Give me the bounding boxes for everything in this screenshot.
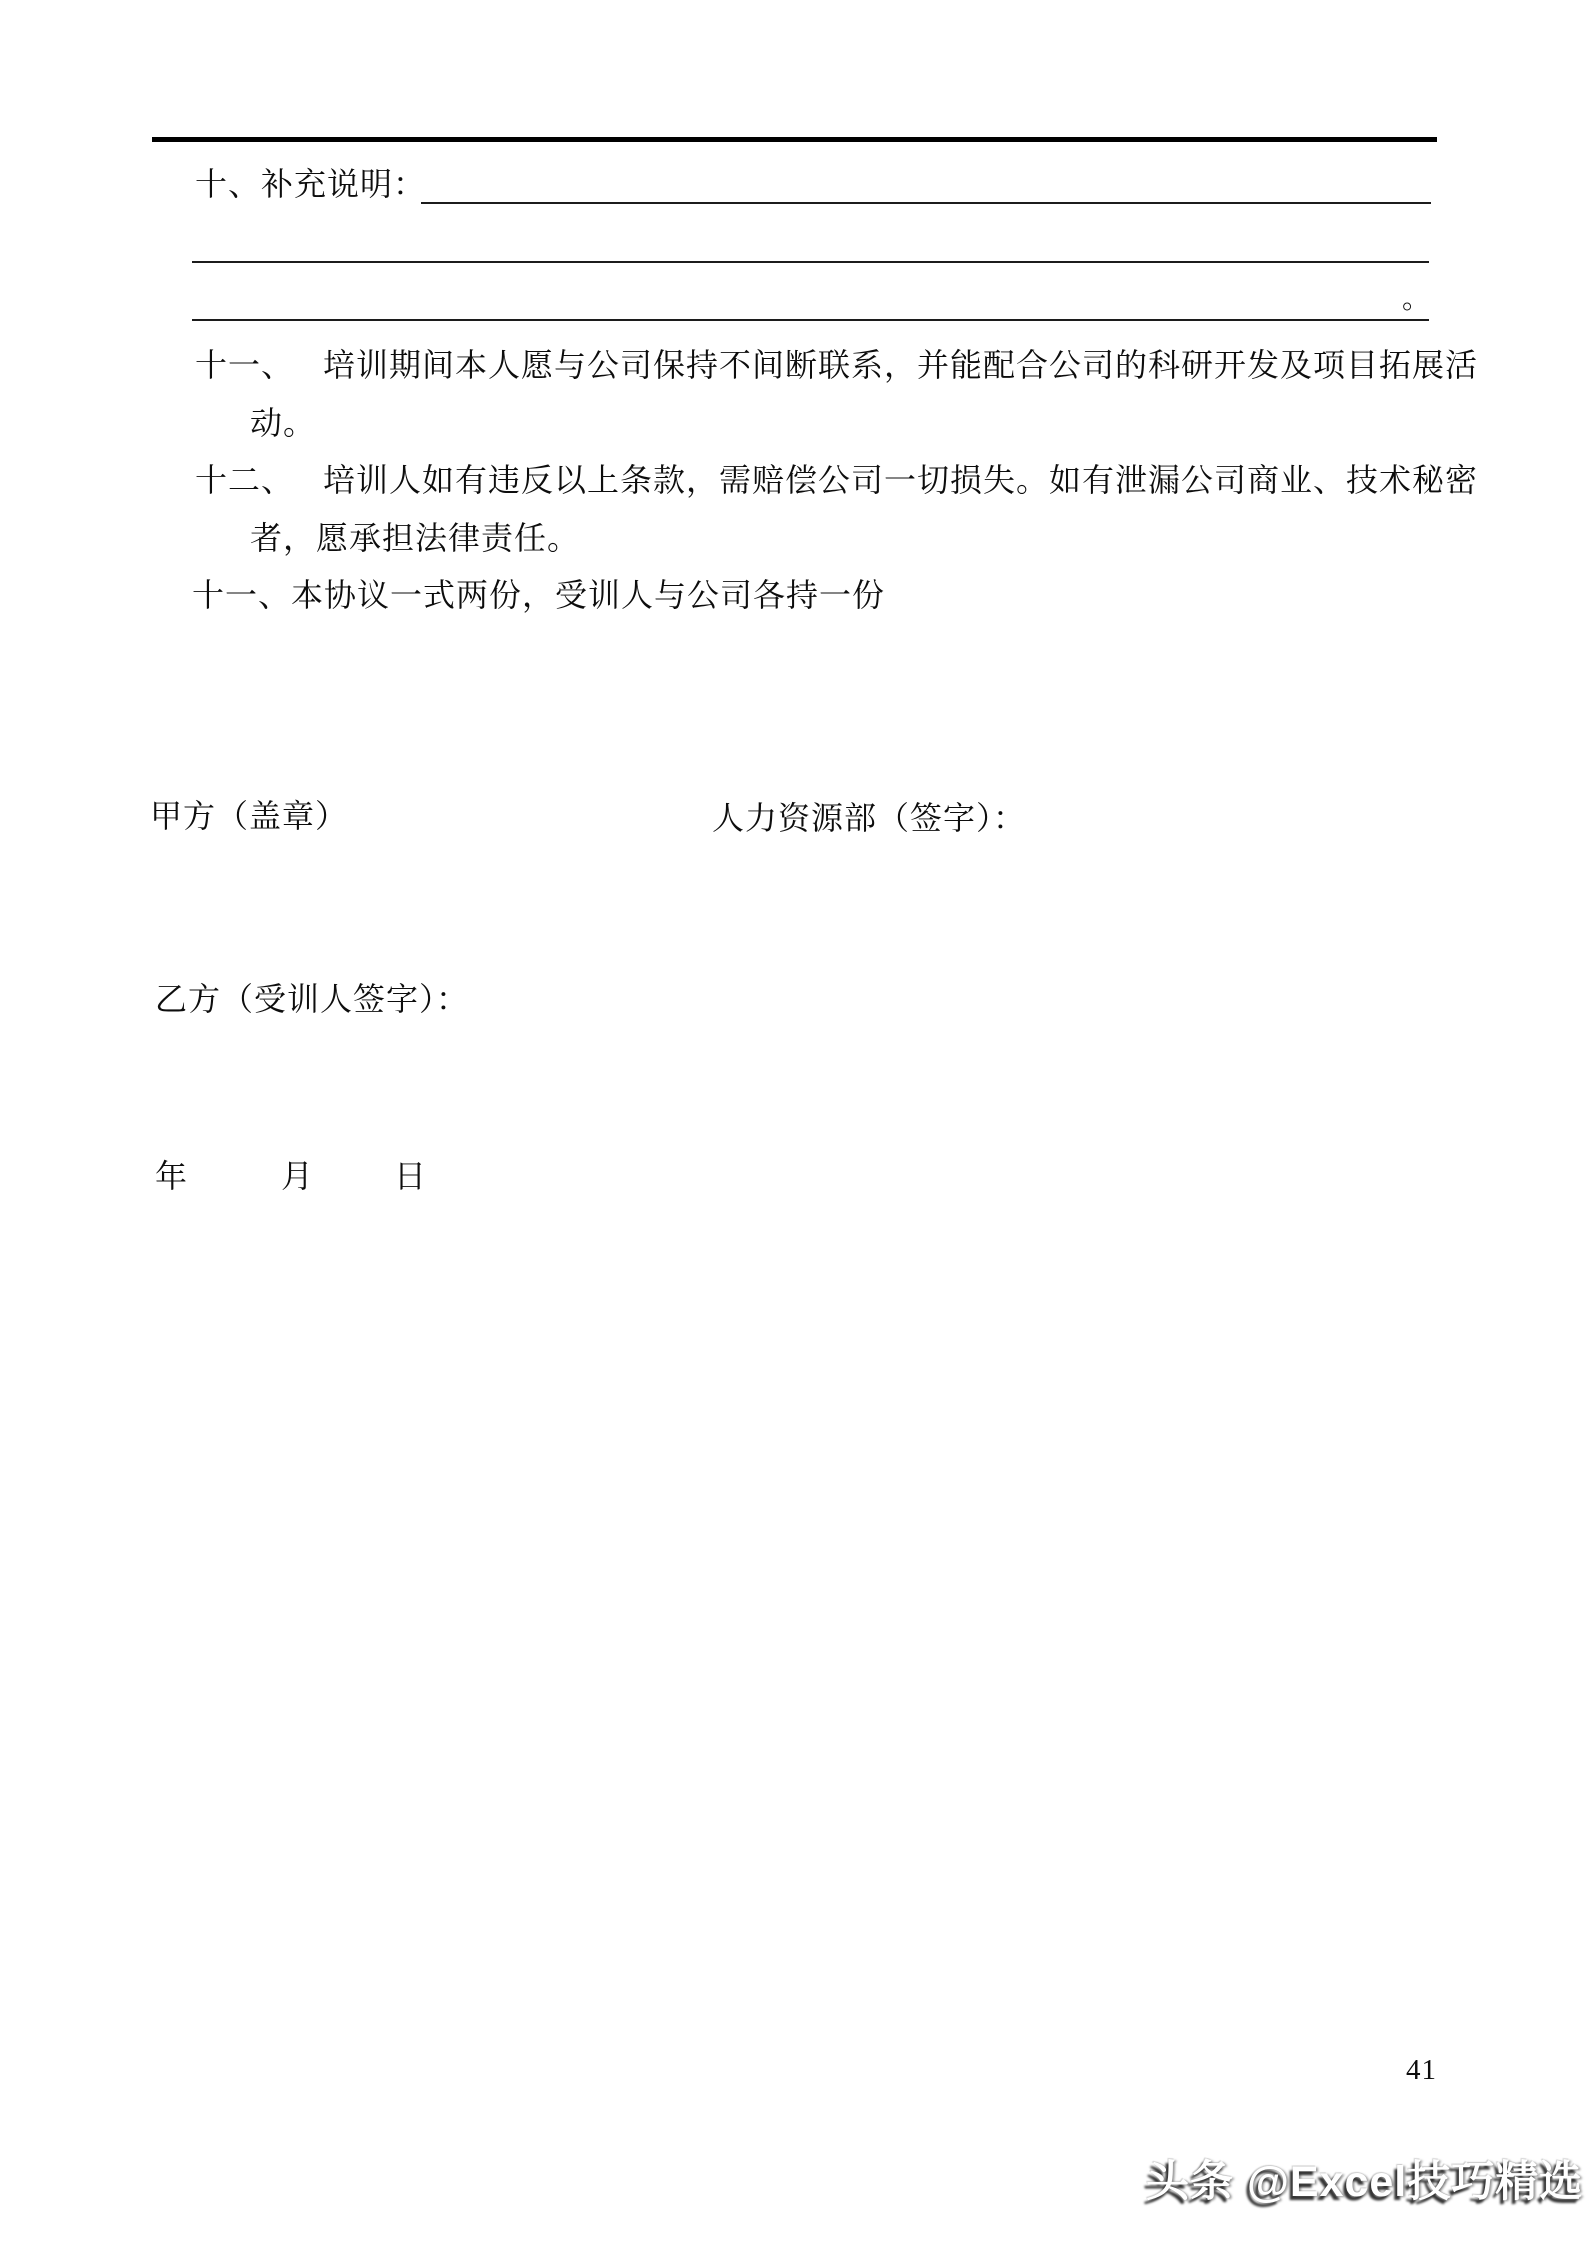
supplement-fill-in-line-2 bbox=[192, 261, 1429, 263]
party-a-seal-label: 甲方（盖章） bbox=[150, 798, 349, 834]
trailing-period-mark: 。 bbox=[1402, 284, 1431, 315]
toutiao-watermark: 头条 @Excel技巧精选 bbox=[1146, 2158, 1584, 2206]
date-day-label: 日 bbox=[394, 1158, 428, 1194]
clause-11-line-1 bbox=[195, 347, 1478, 384]
clause-12-number: 十二、 bbox=[195, 462, 295, 498]
hr-department-signature-label: 人力资源部（签字）： bbox=[712, 800, 1027, 836]
date-month-label: 月 bbox=[281, 1158, 315, 1194]
clause-12-line-1 bbox=[195, 462, 1478, 499]
clause-12-line-2: 者，愿承担法律责任。 bbox=[250, 520, 581, 556]
date-year-label: 年 bbox=[155, 1158, 189, 1194]
supplement-fill-in-line-1 bbox=[421, 202, 1431, 204]
date-line bbox=[155, 1158, 427, 1195]
supplement-section-label: 十、补充说明： bbox=[195, 166, 427, 202]
clause-11-text: 培训期间本人愿与公司保持不间断联系，并能配合公司的科研开发及项目拓展活 bbox=[323, 347, 1479, 383]
copies-clause: 十一、本协议一式两份，受训人与公司各持一份 bbox=[192, 577, 886, 613]
supplement-fill-in-line-3 bbox=[192, 319, 1429, 321]
clause-12-text: 培训人如有违反以上条款，需赔偿公司一切损失。如有泄漏公司商业、技术秘密 bbox=[323, 462, 1479, 498]
clause-11-line-2: 动。 bbox=[250, 405, 317, 441]
party-b-signature-label: 乙方（受训人签字）： bbox=[155, 981, 470, 1017]
clause-11-number: 十一、 bbox=[195, 347, 295, 383]
page-number: 41 bbox=[1406, 2054, 1437, 2086]
header-rule bbox=[152, 137, 1437, 142]
